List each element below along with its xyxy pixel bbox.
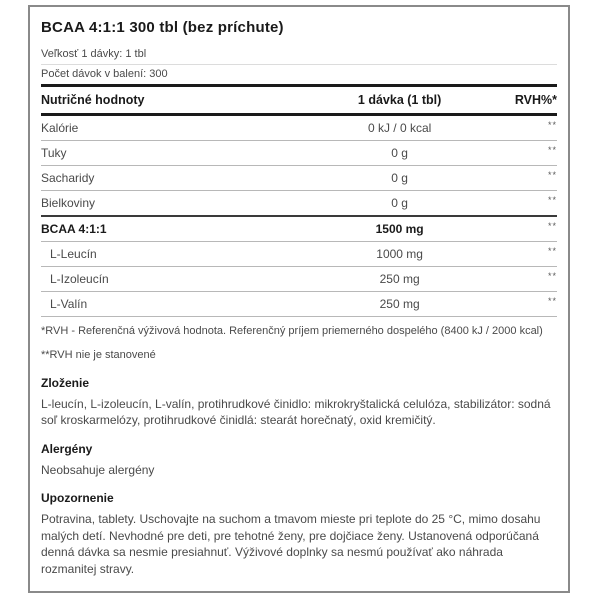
nutrition-table bbox=[41, 87, 557, 317]
table-row bbox=[41, 166, 557, 191]
table-row bbox=[41, 242, 557, 267]
table-header-row bbox=[41, 87, 557, 115]
table-row bbox=[41, 141, 557, 166]
table-row bbox=[41, 292, 557, 317]
nutrient-amount: 1000 mg bbox=[376, 247, 423, 261]
section-body: Potravina, tablety. Uschovajte na suchom a tmavom mieste pri teplote do 25 °C, mimo dosahu malých detí. Nevhodné pre deti, pre tehotné ženy, pre dojčiace ženy. Ustanovená odporúčaná denná dávka sa nesmie presiahnuť. Výživové doplnky sa nesmú používať ako náhrada rozmanitej stravy. bbox=[41, 512, 541, 576]
serving-size: Veľkosť 1 dávky: 1 tbl bbox=[41, 45, 557, 65]
nutrient-name: L-Izoleucín bbox=[50, 272, 109, 286]
nutrient-name: L-Leucín bbox=[50, 247, 97, 261]
col-header-nutrient: Nutričné hodnoty bbox=[41, 93, 145, 107]
footnote-rvh-not-set: **RVH nie je stanovené bbox=[41, 348, 156, 361]
nutrient-rvh: ** bbox=[547, 246, 557, 256]
table-row bbox=[41, 267, 557, 292]
table-row bbox=[41, 216, 557, 242]
nutrient-amount: 0 kJ / 0 kcal bbox=[367, 121, 432, 135]
nutrition-label bbox=[28, 5, 570, 593]
nutrient-name: L-Valín bbox=[50, 297, 88, 311]
nutrient-rvh: ** bbox=[547, 120, 557, 130]
footnote-rvh: *RVH - Referenčná výživová hodnota. Referenčný príjem priemerného dospelého (8400 kJ / 2000 kcal) bbox=[41, 325, 543, 337]
nutrient-amount: 250 mg bbox=[379, 297, 420, 311]
section-heading: Zloženie bbox=[41, 375, 90, 390]
nutrient-rvh: ** bbox=[547, 296, 557, 306]
nutrient-amount: 250 mg bbox=[379, 272, 420, 286]
nutrient-name: Sacharidy bbox=[41, 171, 95, 185]
servings-per-pack: Počet dávok v balení: 300 bbox=[41, 65, 557, 87]
nutrient-rvh: ** bbox=[547, 145, 557, 155]
nutrient-rvh: ** bbox=[547, 170, 557, 180]
nutrient-amount: 0 g bbox=[391, 196, 408, 210]
nutrient-amount: 0 g bbox=[391, 171, 408, 185]
nutrient-amount: 0 g bbox=[391, 146, 408, 160]
col-header-rvh: RVH%* bbox=[514, 93, 557, 107]
section-heading: Upozornenie bbox=[41, 491, 114, 506]
col-header-amount: 1 dávka (1 tbl) bbox=[357, 93, 442, 107]
nutrient-rvh: ** bbox=[547, 195, 557, 205]
table-row bbox=[41, 191, 557, 217]
section-body: Neobsahuje alergény bbox=[41, 462, 155, 477]
nutrient-name: Bielkoviny bbox=[41, 196, 96, 210]
nutrient-amount: 1500 mg bbox=[375, 222, 424, 236]
nutrient-name: Kalórie bbox=[41, 121, 79, 135]
nutrient-name: Tuky bbox=[41, 146, 67, 160]
nutrient-rvh: ** bbox=[547, 221, 557, 231]
section-heading: Alergény bbox=[41, 441, 93, 456]
product-title: BCAA 4:1:1 300 tbl (bez príchute) bbox=[41, 19, 284, 36]
table-row bbox=[41, 115, 557, 141]
nutrient-name: BCAA 4:1:1 bbox=[41, 222, 107, 236]
section-body: L-leucín, L-izoleucín, L-valín, protihrudkové činidlo: mikrokryštalická celulóza, stabilizátor: sodná soľ kroskarmelózy, protihrudkové činidlá: stearát horečnatý, oxid kremičitý. bbox=[41, 396, 551, 428]
nutrient-rvh: ** bbox=[547, 271, 557, 281]
info-sections bbox=[41, 376, 557, 578]
